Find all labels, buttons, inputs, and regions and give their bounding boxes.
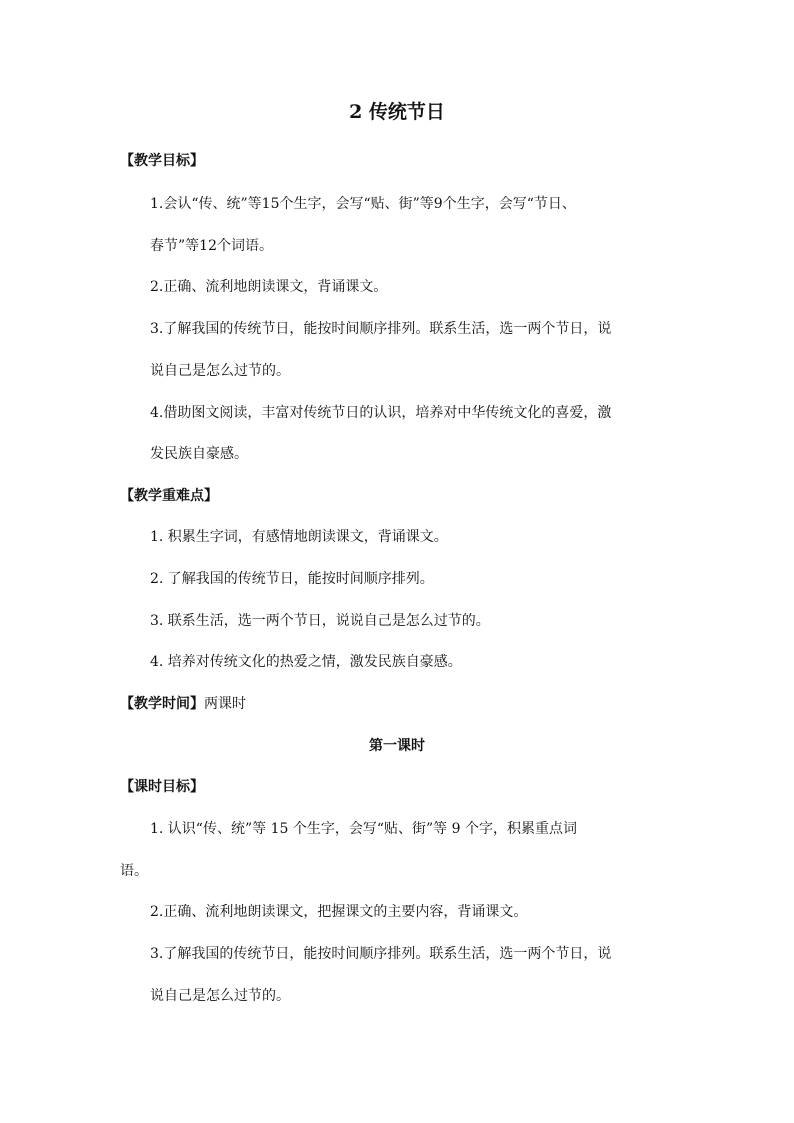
lesson-goal-line: 2.正确、流利地朗读课文，把握课文的主要内容，背诵课文。 — [150, 904, 528, 920]
goal-line: 发民族自豪感。 — [150, 446, 248, 462]
lesson-goal-line: 语。 — [120, 863, 148, 879]
key-point-line: 4. 培养对传统文化的热爱之情，激发民族自豪感。 — [150, 654, 462, 670]
goal-line: 4.借助图文阅读，丰富对传统节日的认识，培养对中华传统文化的喜爱，激 — [150, 405, 612, 421]
goal-line: 1.会认“传、统”等15个生字，会写“贴、街”等9个生字，会写“节日、 — [150, 196, 576, 212]
page-title: 2 传统节日 — [349, 101, 445, 123]
goal-line: 3.了解我国的传统节日，能按时间顺序排列。联系生活，选一两个节日，说 — [150, 321, 612, 337]
lesson-goal-line: 说自己是怎么过节的。 — [150, 988, 290, 1004]
lesson-goals-heading: 【课时目标】 — [120, 779, 204, 795]
lesson1-title: 第一课时 — [369, 738, 425, 754]
key-point-line: 2. 了解我国的传统节日，能按时间顺序排列。 — [150, 571, 434, 587]
goal-line: 2.正确、流利地朗读课文，背诵课文。 — [150, 279, 388, 295]
key-points-heading: 【教学重难点】 — [120, 488, 218, 504]
teaching-time-heading: 【教学时间】 — [120, 696, 204, 712]
teaching-time — [120, 693, 680, 715]
lesson-goal-line: 3.了解我国的传统节日，能按时间顺序排列。联系生活，选一两个节日，说 — [150, 946, 612, 962]
key-point-line: 1. 积累生字词，有感情地朗读课文，背诵课文。 — [150, 529, 448, 545]
goal-line: 春节”等12个词语。 — [150, 238, 273, 254]
lesson-goal-line: 1. 认识“传、统”等 15 个生字，会写“贴、街”等 9 个字，积累重点词 — [150, 821, 577, 837]
key-point-line: 3. 联系生活，选一两个节日，说说自己是怎么过节的。 — [150, 613, 490, 629]
goals-heading: 【教学目标】 — [120, 153, 204, 169]
teaching-time-value: 两课时 — [204, 696, 246, 712]
goal-line: 说自己是怎么过节的。 — [150, 363, 290, 379]
